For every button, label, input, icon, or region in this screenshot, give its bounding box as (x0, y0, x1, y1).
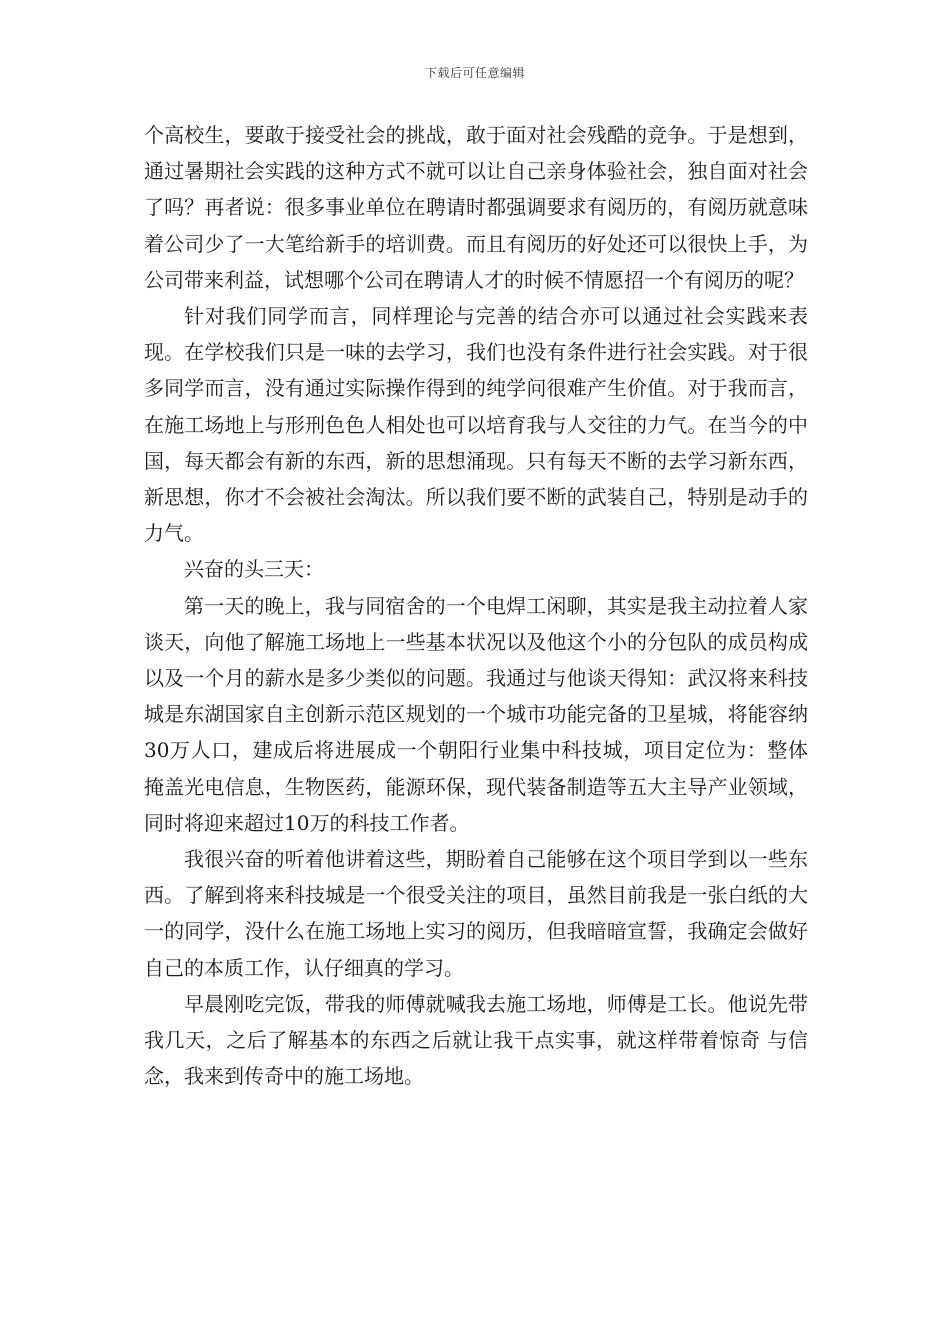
paragraph-2: 针对我们同学而言，同样理论与完善的结合亦可以通过社会实践来表现。在学校我们只是一味的去学习，我们也没有条件进行社会实践。对于很多同学而言，没有通过实际操作得到的纯学问很难产生价值。对于我而言，在施工场地上与形刑色色人相处也可以培育我与人交往的力气。在当今的中国，每天都会有新的东西，新的思想涌现。只有每天不断的去学习新东西，新思想，你才不会被社会淘汰。所以我们要不断的武装自己，特别是动手的力气。 (144, 304, 808, 546)
document-body (144, 117, 808, 1094)
page-header: 下载后可任意编辑 (424, 66, 525, 80)
section-heading-first-three-days: 兴奋的头三天： (184, 557, 324, 582)
paragraph-1: 个高校生，要敢于接受社会的挑战，敢于面对社会残酷的竞争。于是想到，通过暑期社会实践的这种方式不就可以让自己亲身体验社会，独自面对社会了吗？再者说：很多事业单位在聘请时都强调要求有阅历的，有阅历就意味着公司少了一大笔给新手的培训费。而且有阅历的好处还可以很快上手，为公司带来利益，试想哪个公司在聘请人才的时候不情愿招一个有阅历的呢？ (144, 123, 808, 292)
paragraph-6: 早晨刚吃完饭，带我的师傅就喊我去施工场地，师傅是工长。他说先带我几天，之后了解基本的东西之后就让我干点实事，就这样带着惊奇 与信念，我来到传奇中的施工场地。 (144, 991, 808, 1089)
paragraph-5: 我很兴奋的听着他讲着这些，期盼着自己能够在这个项目学到以一些东西。了解到将来科技城是一个很受关注的项目，虽然目前我是一张白纸的大一的同学，没什么在施工场地上实习的阅历，但我暗暗宣誓，我确定会做好自己的本质工作，认仔细真的学习。 (144, 847, 808, 980)
paragraph-4: 第一天的晚上，我与同宿舍的一个电焊工闲聊，其实是我主动拉着人家谈天，向他了解施工场地上一些基本状况以及他这个小的分包队的成员构成以及一个月的薪水是多少类似的问题。我通过与他谈天得知：武汉将来科技城是东湖国家自主创新示范区规划的一个城市功能完备的卫星城，将能容纳30万人口，建成后将进展成一个朝阳行业集中科技城，项目定位为：整体掩盖光电信息，生物医药，能源环保，现代装备制造等五大主导产业领域，同时将迎来超过10万的科技工作者。 (144, 593, 808, 835)
